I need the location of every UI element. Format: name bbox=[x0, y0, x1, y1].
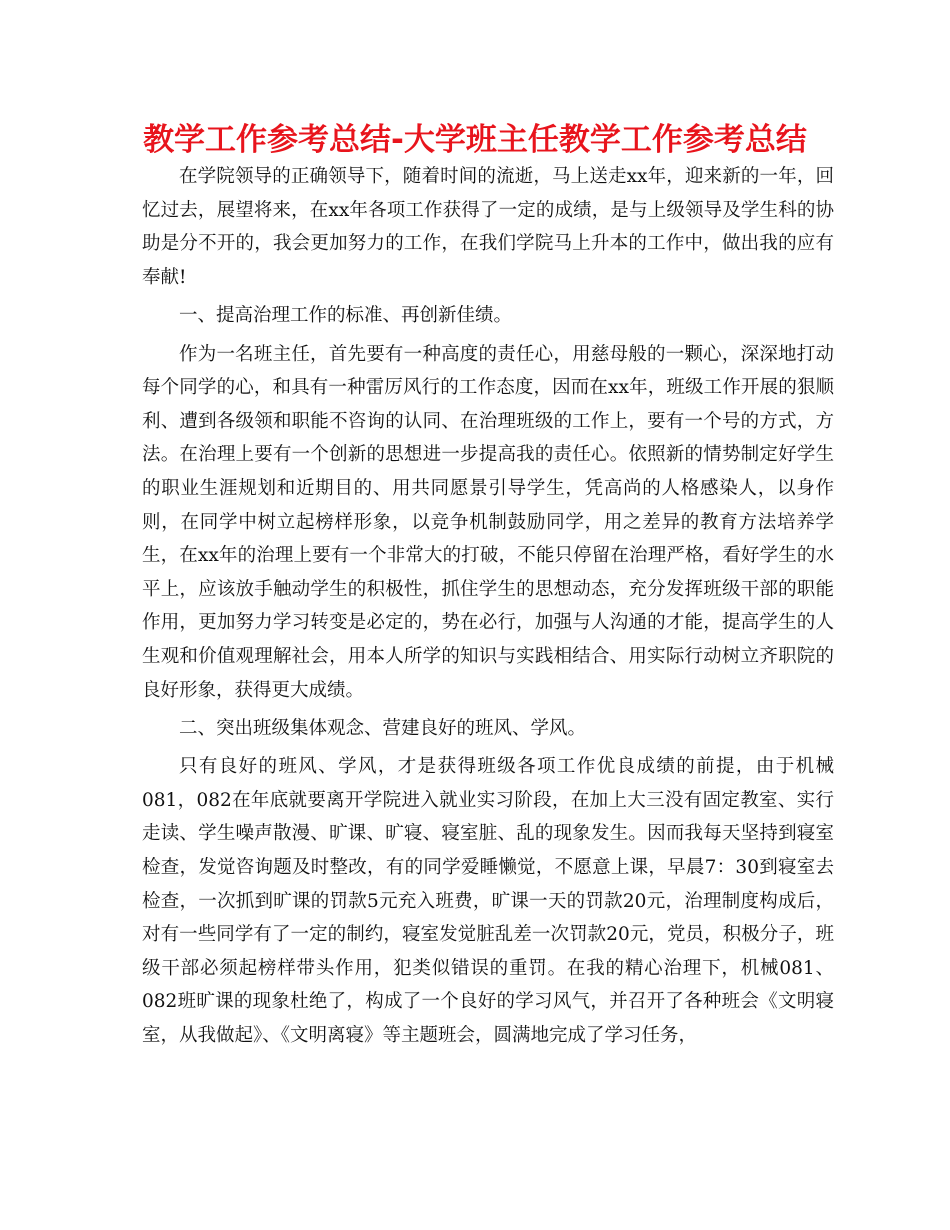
document-title: 教学工作参考总结-大学班主任教学工作参考总结 bbox=[143, 122, 807, 158]
document-body bbox=[142, 160, 834, 1057]
paragraph-section-1: 作为一名班主任，首先要有一种高度的责任心，用慈母般的一颗心，深深地打动每个同学的心，和具有一种雷厉风行的工作态度，因而在xx年，班级工作开展的狠顺利、遭到各级领和职能不咨询的认同、在治理班级的工作上，要有一个号的方式，方法。在治理上要有一个创新的思想进一步提高我的责任心。依照新的情势制定好学生的职业生涯规划和近期目的、用共同愿景引导学生，凭高尚的人格感染人，以身作则，在同学中树立起榜样形象，以竞争机制鼓励同学，用之差异的教育方法培养学生，在xx年的治理上要有一个非常大的打破，不能只停留在治理严格，看好学生的水平上，应该放手触动学生的积极性，抓住学生的思想动态，充分发挥班级干部的职能作用，更加努力学习转变是必定的，势在必行，加强与人沟通的才能，提高学生的人生观和价值观理解社会，用本人所学的知识与实践相结合、用实际行动树立齐职院的良好形象，获得更大成绩。 bbox=[142, 343, 834, 701]
paragraph-intro: 在学院领导的正确领导下，随着时间的流逝，马上送走xx年，迎来新的一年，回忆过去，展望将来，在xx年各项工作获得了一定的成绩，是与上级领导及学生科的协助是分不开的，我会更加努力的工作，在我们学院马上升本的工作中，做出我的应有奉献! bbox=[142, 166, 834, 288]
paragraph-section-2: 只有良好的班风、学风，才是获得班级各项工作优良成绩的前提，由于机械081，082在年底就要离开学院进入就业实习阶段，在加上大三没有固定教室、实行走读、学生噪声散漫、旷课、旷寝、寝室脏、乱的现象发生。因而我每天坚持到寝室检查，发觉咨询题及时整改，有的同学爱睡懒觉，不愿意上课，早晨7：30到寝室去检查，一次抓到旷课的罚款5元充入班费，旷课一天的罚款20元，治理制度构成后，对有一些同学有了一定的制约，寝室发觉脏乱差一次罚款20元，党员，积极分子，班级干部必须起榜样带头作用，犯类似错误的重罚。在我的精心治理下，机械081、082班旷课的现象杜绝了，构成了一个良好的学习风气，并召开了各种班会《文明寝室，从我做起》、《文明离寝》等主题班会，圆满地完成了学习任务， bbox=[142, 756, 834, 1047]
section-heading-2: 二、突出班级集体观念、营建良好的班风、学风。 bbox=[179, 717, 587, 739]
section-heading-1: 一、提高治理工作的标准、再创新佳绩。 bbox=[179, 305, 513, 327]
